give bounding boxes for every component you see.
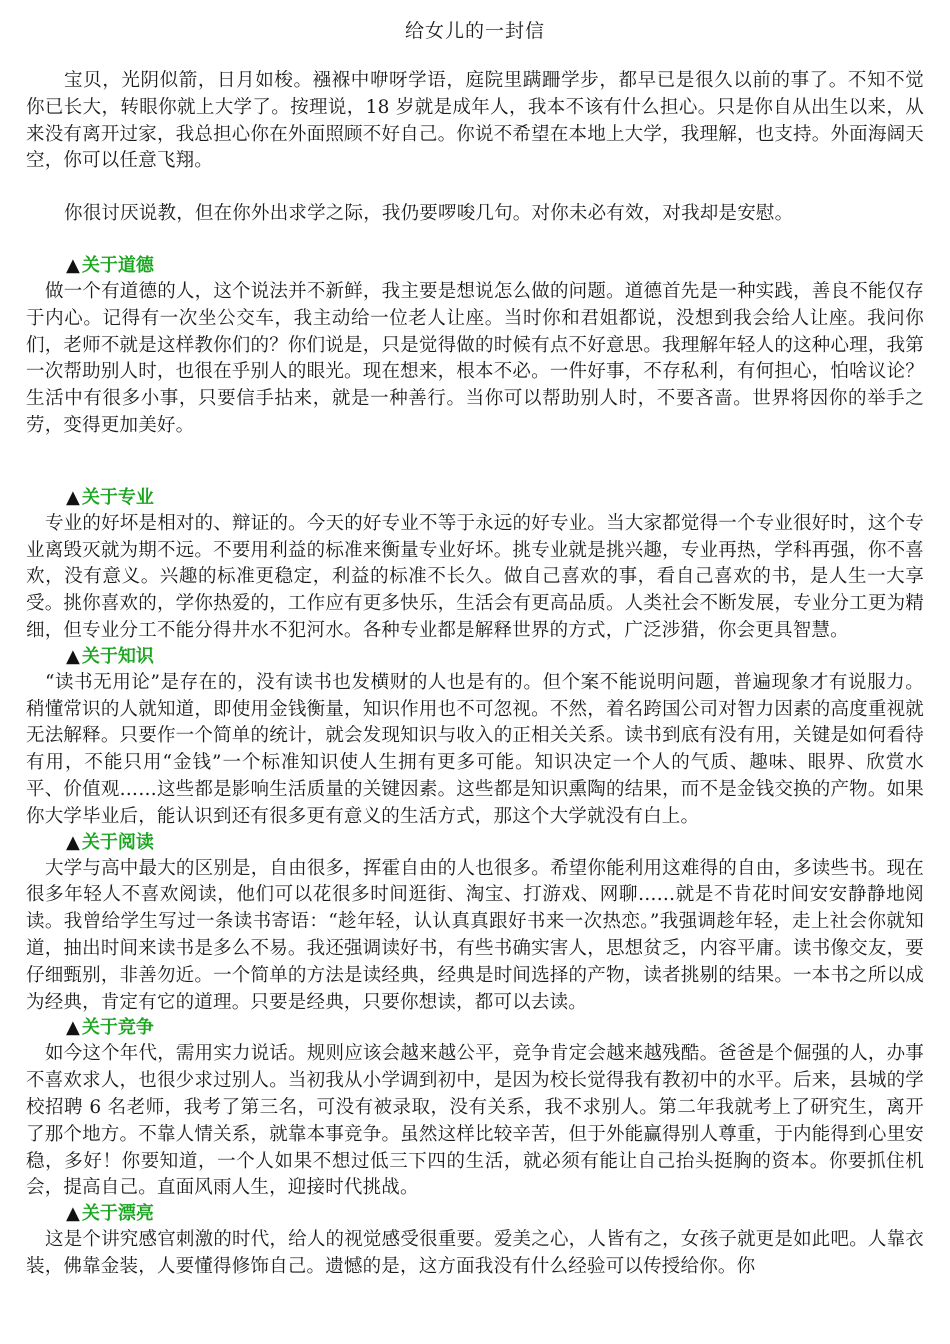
section-heading-reading [26,831,924,855]
section-body-reading: 大学与高中最大的区别是，自由很多，挥霍自由的人也很多。希望你能利用这难得的自由，多读些书。现在很多年轻人不喜欢阅读，他们可以花很多时间逛街、淘宝、打游戏、网聊……就是不肯花时间安安静静地阅读。我曾给学生写过一条读书寄语：“趁年轻，认认真真跟好书来一次热恋。”我强调趁年轻，走上社会你就知道，抽出时间来读书是多么不易。我还强调读好书，有些书确实害人，思想贫乏，内容平庸。读书像交友，要仔细甄别，非善勿近。一个简单的方法是读经典，经典是时间选择的产物，读者挑剔的结果。一本书之所以成为经典，肯定有它的道理。只要是经典，只要你想读，都可以去读。 [26,857,924,1013]
section-heading-text: 关于道德 [81,254,154,276]
intro-paragraph-2: 你很讨厌说教，但在你外出求学之际，我仍要啰唆几句。对你未必有效，对我却是安慰。 [64,203,794,225]
spacer [26,175,924,201]
section-heading-text: 关于竞争 [81,1017,154,1039]
section-body-morality: 做一个有道德的人，这个说法并不新鲜，我主要是想说怎么做的问题。道德首先是一种实践，善良不能仅存于内心。记得有一次坐公交车，我主动给一位老人让座。当时你和君姐都说，没想到我会给人让座。我问你们，老师不就是这样教你们的？你们说是，只是觉得做的时候有点不好意思。我理解年轻人的这种心理，我第一次帮助别人时，也很在乎别人的眼光。现在想来，根本不必。一件好事，不存私利，有何担心，怕啥议论？生活中有很多小事，只要信手拈来，就是一种善行。当你可以帮助别人时，不要吝啬。世界将因你的举手之劳，变得更加美好。 [26,280,924,436]
section-heading-text: 关于漂亮 [81,1203,154,1225]
spacer [26,466,924,486]
triangle-marker-icon: ▲ [66,645,80,667]
intro-paragraph-1: 宝贝，光阴似箭，日月如梭。襁褓中咿呀学语，庭院里蹒跚学步，都早已是很久以前的事了。不知不觉你已长大，转眼你就上大学了。按理说，18 岁就是成年人，我本不该有什么担心。只是你自从出生以来，从来没有离开过家，我总担心你在外面照顾不好自己。你说不希望在本地上大学，我理解，也支持。外面海阔天空，你可以任意飞翔。 [26,70,924,172]
triangle-marker-icon: ▲ [66,486,80,508]
triangle-marker-icon: ▲ [66,254,80,276]
section-heading-beauty [26,1202,924,1226]
spacer [26,228,924,254]
triangle-marker-icon: ▲ [66,831,80,853]
section-heading-text: 关于专业 [81,486,154,508]
section-heading-text: 关于知识 [81,645,154,667]
spacer [26,440,924,466]
section-body-competition: 如今这个年代，需用实力说话。规则应该会越来越公平，竞争肯定会越来越残酷。爸爸是个倔强的人，办事不喜欢求人，也很少求过别人。当初我从小学调到初中，是因为校长觉得我有教初中的水平。后来，县城的学校招聘 6 名老师，我考了第三名，可没有被录取，没有关系，我不求别人。第二年我就考上了研究生，离开了那个地方。不靠人情关系，就靠本事竞争。虽然这样比较辛苦，但于外能赢得别人尊重，于内能得到心里安稳，多好！你要知道，一个人如果不想过低三下四的生活，就必须有能让自己抬头挺胸的资本。你要抓住机会，提高自己。直面风雨人生，迎接时代挑战。 [26,1043,924,1199]
section-body-major: 专业的好坏是相对的、辩证的。今天的好专业不等于永远的好专业。当大家都觉得一个专业很好时，这个专业离毁灭就为期不远。不要用利益的标准来衡量专业好坏。挑专业就是挑兴趣，专业再热，学科再强，你不喜欢，没有意义。兴趣的标准更稳定，利益的标准不长久。做自己喜欢的事，看自己喜欢的书，是人生一大享受。挑你喜欢的，学你热爱的，工作应有更多快乐，生活会有更高品质。人类社会不断发展，专业分工更为精细，但专业分工不能分得井水不犯河水。各种专业都是解释世界的方式，广泛涉猎，你会更具智慧。 [26,512,924,641]
section-heading-knowledge [26,645,924,669]
triangle-marker-icon: ▲ [66,1017,80,1039]
section-heading-major [26,486,924,510]
section-body-knowledge: “读书无用论”是存在的，没有读书也发横财的人也是有的。但个案不能说明问题，普遍现象才有说服力。稍懂常识的人就知道，即使用金钱衡量，知识作用也不可忽视。不然，着名跨国公司对智力因素的高度重视就无法解释。只要作一个简单的统计，就会发现知识与收入的正相关关系。读书到底有没有用，关键是如何看待有用，不能只用“金钱”一个标准知识使人生拥有更多可能。知识决定一个人的气质、趣味、眼界、欣赏水平、价值观……这些都是影响生活质量的关键因素。这些都是知识熏陶的结果，而不是金钱交换的产物。如果你大学毕业后，能认识到还有很多更有意义的生活方式，那这个大学就没有白上。 [26,671,924,827]
page-title: 给女儿的一封信 [404,20,545,42]
section-heading-text: 关于阅读 [81,831,154,853]
section-heading-morality [26,254,924,278]
section-heading-competition [26,1016,924,1040]
section-body-beauty: 这是个讲究感官刺激的时代，给人的视觉感受很重要。爱美之心，人皆有之，女孩子就更是如此吧。人靠衣装，佛靠金装，人要懂得修饰自己。遗憾的是，这方面我没有什么经验可以传授给你。你 [26,1229,924,1277]
triangle-marker-icon: ▲ [66,1203,80,1225]
letter-page [26,18,924,1281]
